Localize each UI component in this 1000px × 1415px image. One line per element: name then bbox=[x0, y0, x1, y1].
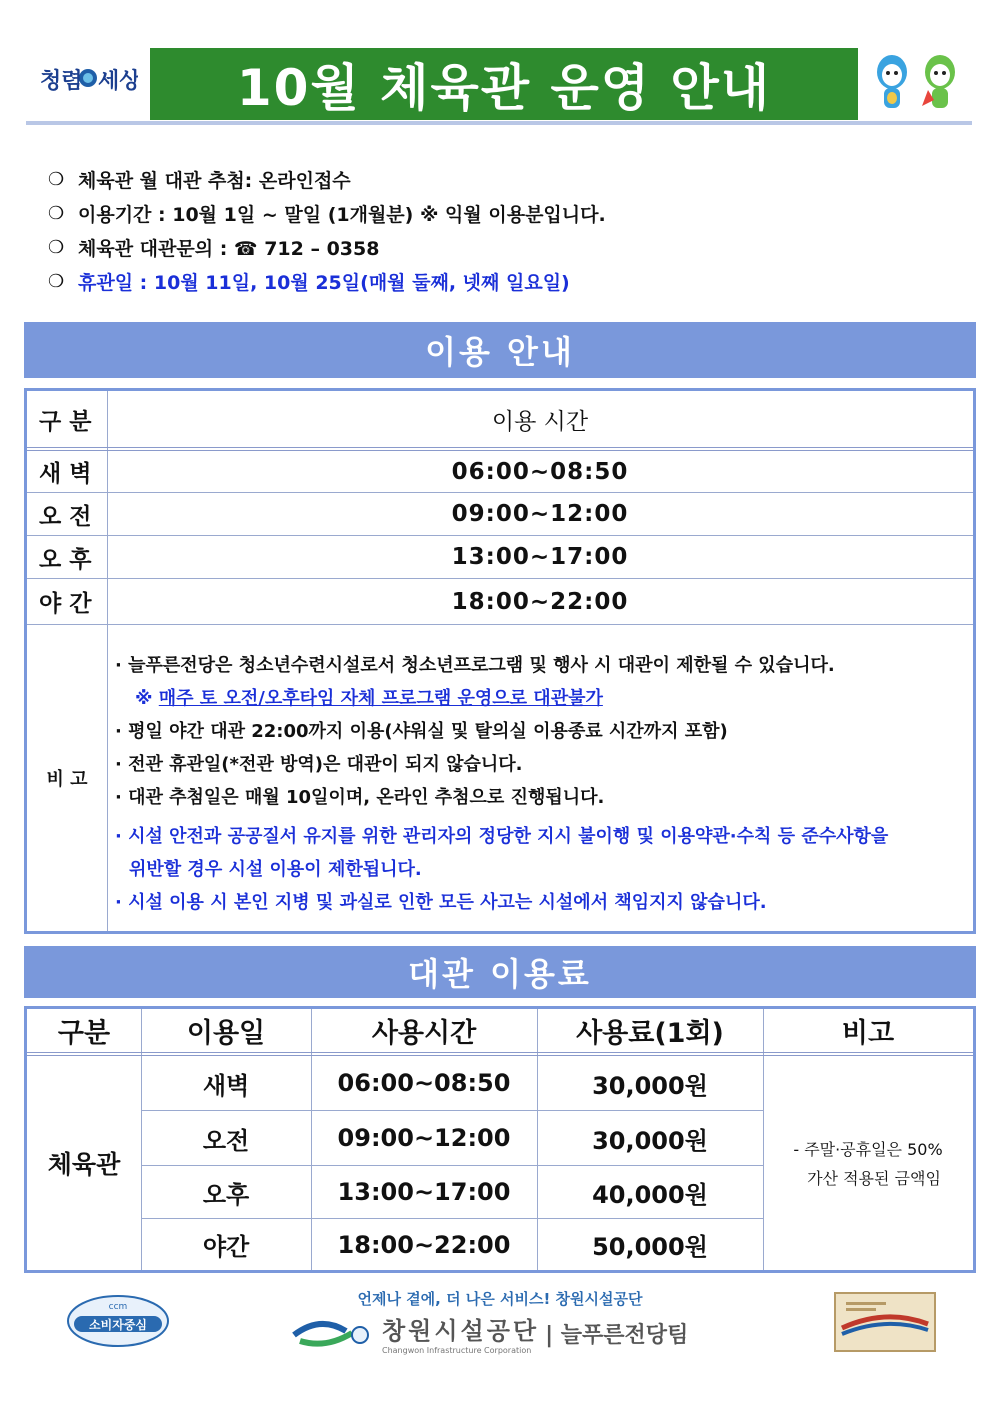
fee-price: 50,000원 bbox=[592, 1233, 708, 1261]
fee-time: 09:00~12:00 bbox=[337, 1124, 511, 1152]
fee-price: 30,000원 bbox=[592, 1126, 708, 1155]
certification-badge bbox=[834, 1292, 936, 1352]
fee-header-category: 구분 bbox=[57, 1018, 111, 1049]
info-list bbox=[48, 162, 948, 298]
fee-section-header bbox=[24, 946, 976, 998]
column-header-time: 이용 시간 bbox=[491, 408, 589, 435]
fee-section-title: 대관 이용료 bbox=[408, 955, 592, 993]
fee-price: 40,000원 bbox=[592, 1180, 708, 1209]
row-label: 오 전 bbox=[39, 503, 92, 530]
fee-remark-line: - 주말·공휴일은 50% bbox=[793, 1140, 943, 1159]
info-text: 휴관일 : 10월 11일, 10월 25일(매월 둘째, 넷째 일요일) bbox=[78, 271, 570, 294]
info-item bbox=[48, 230, 948, 264]
corporation-logo bbox=[290, 1310, 720, 1356]
page-title: 10월 체육관 운영 안내 bbox=[236, 59, 772, 117]
fee-day: 오후 bbox=[202, 1180, 250, 1209]
team-name: | 늘푸른전당팀 bbox=[545, 1322, 689, 1348]
bullet-icon: ❍ bbox=[48, 270, 65, 292]
note-item-saturday bbox=[115, 682, 975, 715]
bullet-icon: ❍ bbox=[48, 168, 65, 190]
ccm-top-text: ccm bbox=[108, 1302, 128, 1312]
fee-remark-line: 가산 적용된 금액임 bbox=[807, 1169, 941, 1188]
info-item bbox=[48, 162, 948, 196]
corporation-name-block bbox=[382, 1311, 539, 1355]
row-label: 새 벽 bbox=[39, 461, 92, 487]
note-item: · 늘푸른전당은 청소년수련시설로서 청소년프로그램 및 행사 시 대관이 제한될 수 있습니다. bbox=[115, 655, 835, 676]
mascot-illustration bbox=[862, 50, 972, 118]
row-time: 09:00~12:00 bbox=[451, 501, 629, 527]
note-mark: ※ bbox=[135, 688, 159, 709]
info-item-closed-days bbox=[48, 264, 948, 298]
fee-time: 06:00~08:50 bbox=[337, 1069, 511, 1097]
fee-day: 오전 bbox=[202, 1126, 250, 1155]
note-item: · 대관 추첨일은 매월 10일이며, 온라인 추첨으로 진행됩니다. bbox=[115, 787, 605, 808]
row-label: 오 후 bbox=[39, 546, 92, 573]
fee-table bbox=[24, 1006, 976, 1273]
fee-time: 18:00~22:00 bbox=[337, 1230, 511, 1259]
bullet-icon: ❍ bbox=[48, 202, 65, 224]
note-item: · 전관 휴관일(*전관 방역)은 대관이 되지 않습니다. bbox=[115, 754, 523, 775]
fee-price: 30,000원 bbox=[592, 1071, 708, 1100]
header-divider bbox=[26, 121, 972, 125]
fee-day: 야간 bbox=[202, 1233, 250, 1261]
row-divider bbox=[27, 624, 973, 625]
usage-table bbox=[24, 388, 976, 934]
fee-header-remark: 비고 bbox=[841, 1018, 895, 1049]
info-text: 체육관 월 대관 추첨: 온라인접수 bbox=[78, 169, 351, 192]
fee-header-day: 이용일 bbox=[186, 1018, 266, 1049]
ccm-consumer-centered-badge bbox=[66, 1294, 170, 1348]
svg-text:세상: 세상 bbox=[98, 69, 138, 94]
corporation-name: 창원시설공단 bbox=[382, 1317, 540, 1345]
row-time: 06:00~08:50 bbox=[451, 458, 629, 485]
note-item: · 시설 안전과 공공질서 유지를 위한 관리자의 정당한 지시 불이행 및 이용약관·수칙 등 준수사항을 bbox=[115, 826, 889, 847]
row-label: 야 간 bbox=[39, 591, 92, 617]
info-text: 이용기간 : 10월 1일 ~ 말일 (1개월분) ※ 익월 이용분입니다. bbox=[78, 203, 606, 226]
fee-day: 새벽 bbox=[202, 1071, 250, 1100]
fee-remark bbox=[763, 1056, 973, 1270]
note-text: 매주 토 오전/오후타임 자체 프로그램 운영으로 대관불가 bbox=[158, 688, 603, 709]
bullet-icon: ❍ bbox=[48, 236, 65, 258]
note-item: · 평일 야간 대관 22:00까지 이용(샤워실 및 탈의실 이용종료 시간까지 포함) bbox=[115, 721, 728, 742]
info-item bbox=[48, 196, 948, 230]
fee-header-price: 사용료(1회) bbox=[576, 1018, 724, 1049]
svg-text:청렴: 청렴 bbox=[40, 69, 83, 94]
fee-facility: 체육관 bbox=[47, 1150, 121, 1179]
footer-slogan: 언제나 곁에, 더 나은 서비스! 창원시설공단 bbox=[357, 1290, 643, 1308]
notes-list bbox=[115, 649, 975, 919]
notes-label: 비 고 bbox=[46, 769, 88, 790]
fee-header-time: 사용시간 bbox=[371, 1018, 477, 1049]
row-time: 18:00~22:00 bbox=[451, 588, 629, 615]
row-time: 13:00~17:00 bbox=[451, 544, 629, 570]
column-header-category: 구 분 bbox=[39, 408, 92, 435]
usage-section-title: 이용 안내 bbox=[425, 333, 575, 371]
corporation-english-name: Changwon Infrastructure Corporation bbox=[382, 1346, 532, 1355]
page-title-banner bbox=[150, 48, 858, 120]
note-item: · 시설 이용 시 본인 지병 및 과실로 인한 모든 사고는 시설에서 책임지지 않습니다. bbox=[115, 892, 767, 913]
cheongryeom-logo bbox=[38, 56, 138, 100]
note-item-continued: 위반할 경우 시설 이용이 제한됩니다. bbox=[129, 859, 422, 880]
ccm-main-text: 소비자중심 bbox=[89, 1318, 147, 1332]
usage-section-header bbox=[24, 322, 976, 378]
info-text: 체육관 대관문의 : ☎ 712 – 0358 bbox=[78, 237, 380, 260]
corporation-emblem-icon bbox=[290, 1313, 376, 1353]
fee-time: 13:00~17:00 bbox=[337, 1178, 511, 1206]
